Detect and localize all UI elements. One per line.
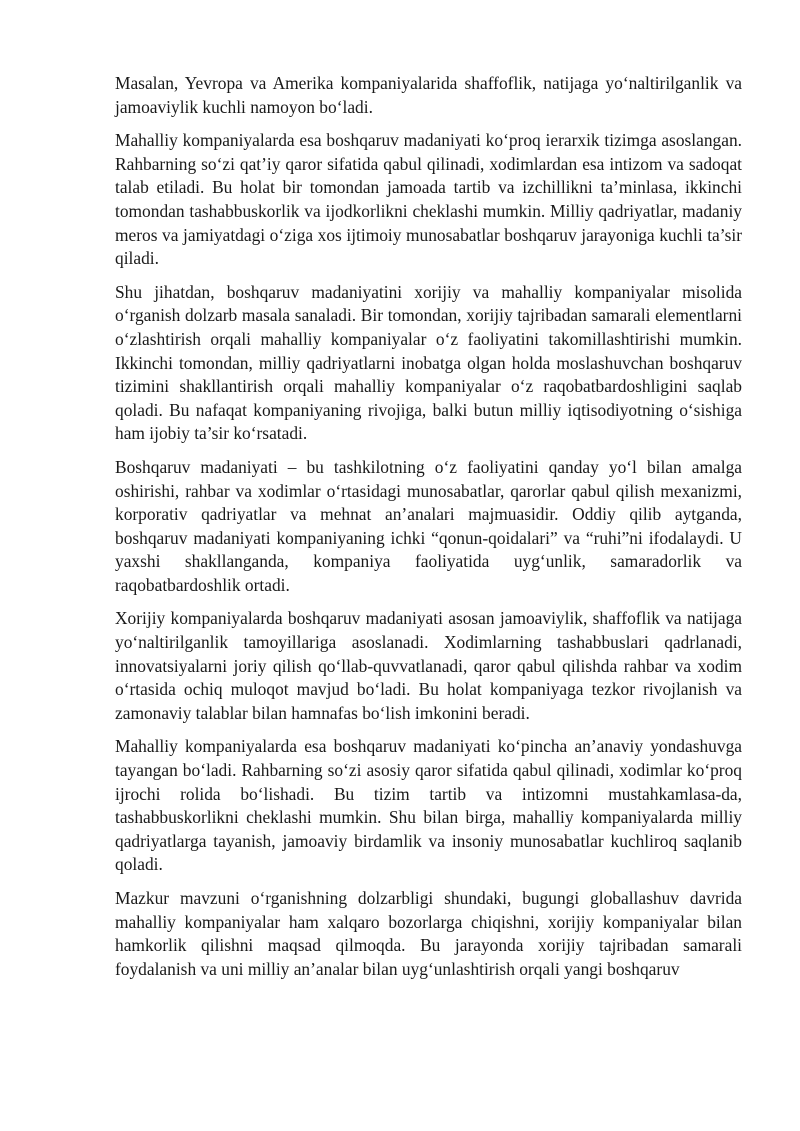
paragraph-1: Masalan, Yevropa va Amerika kompaniyalarida shaffoflik, natijaga yo‘naltirilganlik va jamoaviylik kuchli namoyon bo‘ladi.: [115, 73, 742, 117]
paragraph-2: Mahalliy kompaniyalarda esa boshqaruv madaniyati ko‘proq ierarxik tizimga asoslangan. Rahbarning so‘zi qat’iy qaror sifatida qabul qilinadi, xodimlardan esa intizom va sadoqat talab etiladi. Bu holat bir tomondan jamoada tartib va izchillikni ta’minlasa, ikkinchi tomondan tashabbuskorlik va ijodkorlikni cheklashi mumkin. Milliy qadriyatlar, madaniy meros va jamiyatdagi o‘ziga xos ijtimoiy munosabatlar boshqaruv jarayoniga kuchli ta’sir qiladi.: [115, 130, 742, 269]
paragraph-4: Boshqaruv madaniyati – bu tashkilotning o‘z faoliyatini qanday yo‘l bilan amalga oshirishi, rahbar va xodimlar o‘rtasidagi munosabatlar, qarorlar qabul qilish mexanizmi, korporativ qadriyatlar va mehnat an’analari majmuasidir. Oddiy qilib aytganda, boshqaruv madaniyati kompaniyaning ichki “qonun-qoidalari” va “ruhi”ni ifodalaydi. U yaxshi shakllanganda, kompaniya faoliyatida uyg‘unlik, samaradorlik va raqobatbardoshlik ortadi.: [115, 456, 742, 595]
paragraph-7: Mazkur mavzuni o‘rganishning dolzarbligi shundaki, bugungi globallashuv davrida mahalliy kompaniyalar ham xalqaro bozorlarga chiqishni, xorijiy kompaniyalar bilan hamkorlik qilishni maqsad qilmoqda. Bu jarayonda xorijiy tajribadan samarali foydalanish va uni milliy an’analar bilan uyg‘unlashtirish orqali yangi boshqaruv: [115, 888, 742, 979]
document-page: [115, 72, 742, 991]
paragraph-6: Mahalliy kompaniyalarda esa boshqaruv madaniyati ko‘pincha an’anaviy yondashuvga tayangan bo‘ladi. Rahbarning so‘zi asosiy qaror sifatida qabul qilinadi, xodimlar ko‘proq ijrochi rolida bo‘lishadi. Bu tizim tartib va intizomni mustahkamlasa-da, tashabbuskorlikni cheklashi mumkin. Shu bilan birga, mahalliy kompaniyalarda milliy qadriyatlarga tayanish, jamoaviy birdamlik va insoniy munosabatlar kuchliroq saqlanib qoladi.: [115, 736, 742, 875]
paragraph-5: Xorijiy kompaniyalarda boshqaruv madaniyati asosan jamoaviylik, shaffoflik va natijaga yo‘naltirilganlik tamoyillariga asoslanadi. Xodimlarning tashabbuslari qadrlanadi, innovatsiyalarni joriy qilish qo‘llab-quvvatlanadi, qaror qabul qilishda rahbar va xodim o‘rtasida ochiq muloqot mavjud bo‘ladi. Bu holat kompaniyaga tezkor rivojlanish va zamonaviy talablar bilan hamnafas bo‘lish imkonini beradi.: [115, 608, 742, 723]
paragraph-3: Shu jihatdan, boshqaruv madaniyatini xorijiy va mahalliy kompaniyalar misolida o‘rganish dolzarb masala sanaladi. Bir tomondan, xorijiy tajribadan samarali elementlarni o‘zlashtirish orqali mahalliy kompaniyalar o‘z faoliyatini takomillashtirishi mumkin. Ikkinchi tomondan, milliy qadriyatlarni inobatga olgan holda moslashuvchan boshqaruv tizimini shakllantirish orqali mahalliy kompaniyalar o‘z raqobatbardoshligini saqlab qoladi. Bu nafaqat kompaniyaning rivojiga, balki butun milliy iqtisodiyotning o‘sishiga ham ijobiy ta’sir ko‘rsatadi.: [115, 281, 742, 444]
